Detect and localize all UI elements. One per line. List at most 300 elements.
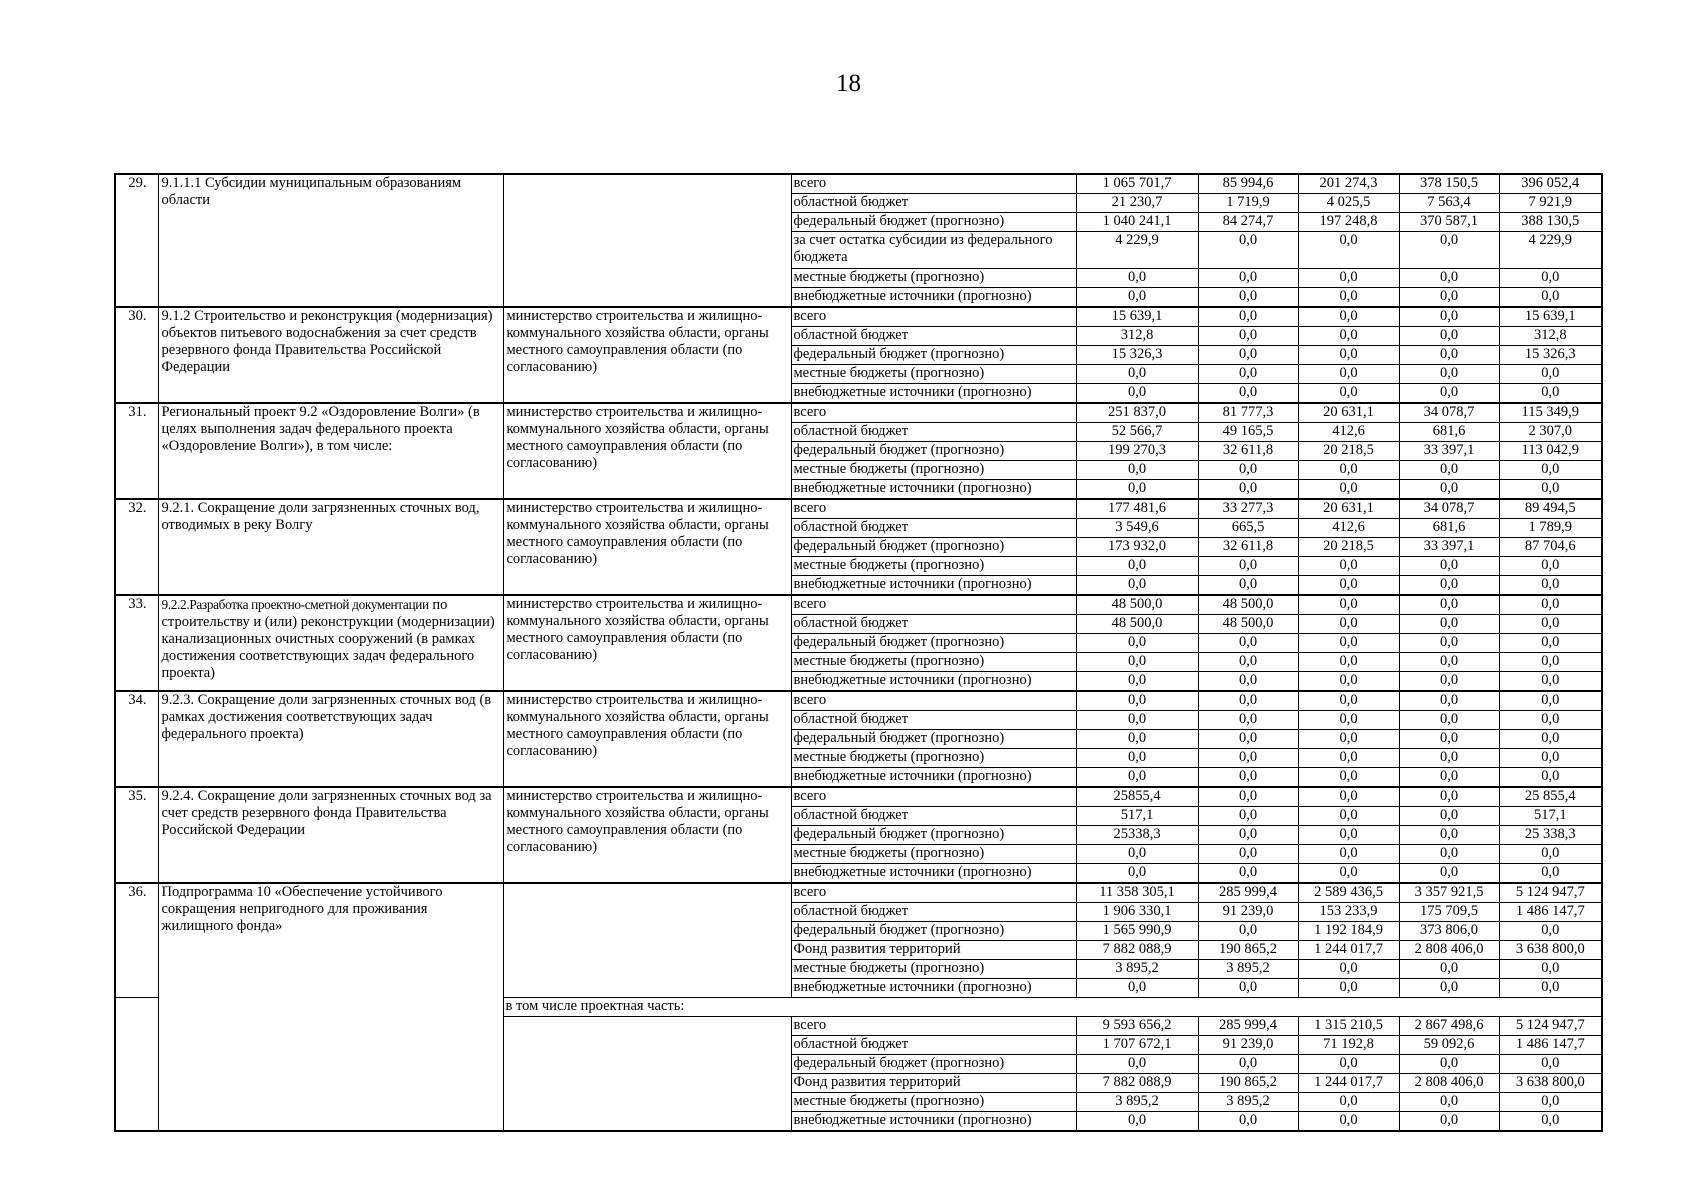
amount-cell: 0,0 — [1298, 327, 1399, 346]
amount-cell: 0,0 — [1076, 461, 1198, 480]
amount-cell: 0,0 — [1298, 672, 1399, 692]
amount-cell: 25 338,3 — [1499, 826, 1602, 845]
measure-name: Подпрограмма 10 «Обеспечение устойчивого сокращения непригодного для проживания жилищного фонда» — [158, 883, 503, 1131]
amount-cell: 0,0 — [1399, 691, 1499, 711]
amount-cell: 0,0 — [1399, 807, 1499, 826]
amount-cell: 5 124 947,7 — [1499, 883, 1602, 903]
executor — [503, 174, 791, 307]
amount-cell: 0,0 — [1076, 269, 1198, 288]
funding-source: федеральный бюджет (прогнозно) — [791, 922, 1076, 941]
amount-cell: 0,0 — [1198, 768, 1298, 788]
amount-cell: 0,0 — [1298, 864, 1399, 884]
funding-source: федеральный бюджет (прогнозно) — [791, 538, 1076, 557]
amount-cell: 0,0 — [1499, 461, 1602, 480]
amount-cell: 0,0 — [1399, 845, 1499, 864]
amount-cell: 20 218,5 — [1298, 538, 1399, 557]
funding-source: местные бюджеты (прогнозно) — [791, 557, 1076, 576]
amount-cell: 0,0 — [1399, 269, 1499, 288]
amount-cell: 0,0 — [1198, 634, 1298, 653]
amount-cell: 0,0 — [1298, 807, 1399, 826]
amount-cell: 25338,3 — [1076, 826, 1198, 845]
amount-cell: 0,0 — [1298, 634, 1399, 653]
amount-cell: 0,0 — [1399, 557, 1499, 576]
amount-cell: 81 777,3 — [1198, 403, 1298, 423]
amount-cell: 665,5 — [1198, 519, 1298, 538]
amount-cell: 285 999,4 — [1198, 1017, 1298, 1036]
amount-cell: 34 078,7 — [1399, 499, 1499, 519]
amount-cell: 2 808 406,0 — [1399, 1074, 1499, 1093]
executor: министерство строительства и жилищно-коммунального хозяйства области, органы местного самоуправления области (по согласованию) — [503, 691, 791, 787]
amount-cell: 0,0 — [1399, 384, 1499, 404]
amount-cell: 0,0 — [1499, 768, 1602, 788]
amount-cell: 3 549,6 — [1076, 519, 1198, 538]
amount-cell: 0,0 — [1076, 691, 1198, 711]
amount-cell: 3 895,2 — [1076, 960, 1198, 979]
amount-cell: 0,0 — [1198, 480, 1298, 500]
amount-cell: 0,0 — [1298, 557, 1399, 576]
amount-cell: 0,0 — [1198, 922, 1298, 941]
amount-cell: 1 707 672,1 — [1076, 1036, 1198, 1055]
amount-cell: 0,0 — [1499, 634, 1602, 653]
amount-cell: 48 500,0 — [1076, 615, 1198, 634]
amount-cell: 0,0 — [1499, 1112, 1602, 1132]
funding-source: областной бюджет — [791, 423, 1076, 442]
funding-source: областной бюджет — [791, 1036, 1076, 1055]
amount-cell: 0,0 — [1076, 845, 1198, 864]
amount-cell: 0,0 — [1076, 979, 1198, 998]
amount-cell: 0,0 — [1499, 960, 1602, 979]
amount-cell: 0,0 — [1499, 288, 1602, 308]
amount-cell: 21 230,7 — [1076, 194, 1198, 213]
funding-source: областной бюджет — [791, 903, 1076, 922]
amount-cell: 0,0 — [1298, 346, 1399, 365]
amount-cell: 0,0 — [1298, 615, 1399, 634]
executor-empty — [503, 1017, 791, 1132]
amount-cell: 0,0 — [1399, 749, 1499, 768]
amount-cell: 0,0 — [1076, 557, 1198, 576]
amount-cell: 1 789,9 — [1499, 519, 1602, 538]
funding-source: всего — [791, 174, 1076, 194]
amount-cell: 33 277,3 — [1198, 499, 1298, 519]
budget-table — [114, 173, 1603, 1132]
amount-cell: 0,0 — [1399, 307, 1499, 327]
amount-cell: 190 865,2 — [1198, 941, 1298, 960]
amount-cell: 373 806,0 — [1399, 922, 1499, 941]
amount-cell: 84 274,7 — [1198, 213, 1298, 232]
row-number: 34. — [115, 691, 158, 787]
amount-cell: 15 326,3 — [1076, 346, 1198, 365]
amount-cell: 0,0 — [1298, 749, 1399, 768]
amount-cell: 33 397,1 — [1399, 538, 1499, 557]
funding-source: всего — [791, 691, 1076, 711]
amount-cell: 0,0 — [1076, 365, 1198, 384]
amount-cell: 0,0 — [1499, 557, 1602, 576]
amount-cell: 0,0 — [1499, 615, 1602, 634]
amount-cell: 0,0 — [1198, 384, 1298, 404]
measure-name: Региональный проект 9.2 «Оздоровление Волги» (в целях выполнения задач федерального проекта «Оздоровление Волги»), в том числе: — [158, 403, 503, 499]
executor — [503, 883, 791, 998]
amount-cell: 0,0 — [1499, 672, 1602, 692]
funding-source: областной бюджет — [791, 327, 1076, 346]
executor: министерство строительства и жилищно-коммунального хозяйства области, органы местного самоуправления области (по согласованию) — [503, 787, 791, 883]
funding-source: областной бюджет — [791, 194, 1076, 213]
amount-cell: 25855,4 — [1076, 787, 1198, 807]
amount-cell: 0,0 — [1298, 730, 1399, 749]
amount-cell: 115 349,9 — [1499, 403, 1602, 423]
funding-source: местные бюджеты (прогнозно) — [791, 960, 1076, 979]
amount-cell: 85 994,6 — [1198, 174, 1298, 194]
amount-cell: 0,0 — [1076, 864, 1198, 884]
amount-cell: 0,0 — [1198, 365, 1298, 384]
amount-cell: 34 078,7 — [1399, 403, 1499, 423]
amount-cell: 0,0 — [1499, 845, 1602, 864]
amount-cell: 1 065 701,7 — [1076, 174, 1198, 194]
amount-cell: 0,0 — [1298, 653, 1399, 672]
amount-cell: 0,0 — [1499, 979, 1602, 998]
table-row — [115, 499, 1602, 519]
amount-cell: 0,0 — [1198, 979, 1298, 998]
funding-source: внебюджетные источники (прогнозно) — [791, 576, 1076, 596]
amount-cell: 33 397,1 — [1399, 442, 1499, 461]
amount-cell: 0,0 — [1499, 1055, 1602, 1074]
funding-source: внебюджетные источники (прогнозно) — [791, 480, 1076, 500]
amount-cell: 0,0 — [1198, 864, 1298, 884]
amount-cell: 0,0 — [1298, 480, 1399, 500]
amount-cell: 0,0 — [1076, 653, 1198, 672]
amount-cell: 0,0 — [1198, 327, 1298, 346]
amount-cell: 312,8 — [1076, 327, 1198, 346]
amount-cell: 0,0 — [1198, 557, 1298, 576]
funding-source: областной бюджет — [791, 519, 1076, 538]
amount-cell: 396 052,4 — [1499, 174, 1602, 194]
amount-cell: 0,0 — [1076, 730, 1198, 749]
executor: министерство строительства и жилищно-коммунального хозяйства области, органы местного самоуправления области (по согласованию) — [503, 403, 791, 499]
amount-cell: 7 882 088,9 — [1076, 1074, 1198, 1093]
row-number-empty — [115, 998, 158, 1132]
amount-cell: 175 709,5 — [1399, 903, 1499, 922]
amount-cell: 0,0 — [1499, 653, 1602, 672]
amount-cell: 412,6 — [1298, 423, 1399, 442]
amount-cell: 0,0 — [1076, 1055, 1198, 1074]
executor: министерство строительства и жилищно-коммунального хозяйства области, органы местного самоуправления области (по согласованию) — [503, 307, 791, 403]
amount-cell: 681,6 — [1399, 423, 1499, 442]
amount-cell: 1 244 017,7 — [1298, 941, 1399, 960]
amount-cell: 3 895,2 — [1076, 1093, 1198, 1112]
amount-cell: 4 229,9 — [1076, 232, 1198, 269]
amount-cell: 517,1 — [1499, 807, 1602, 826]
amount-cell: 0,0 — [1198, 730, 1298, 749]
amount-cell: 0,0 — [1499, 269, 1602, 288]
amount-cell: 0,0 — [1298, 711, 1399, 730]
table-row — [115, 787, 1602, 807]
amount-cell: 0,0 — [1499, 922, 1602, 941]
amount-cell: 3 638 800,0 — [1499, 941, 1602, 960]
measure-name: 9.2.4. Сокращение доли загрязненных сточных вод за счет средств резервного фонда Правительства Российской Федерации — [158, 787, 503, 883]
amount-cell: 9 593 656,2 — [1076, 1017, 1198, 1036]
amount-cell: 0,0 — [1198, 749, 1298, 768]
amount-cell: 0,0 — [1198, 672, 1298, 692]
amount-cell: 59 092,6 — [1399, 1036, 1499, 1055]
row-number: 29. — [115, 174, 158, 307]
amount-cell: 0,0 — [1399, 634, 1499, 653]
funding-source: федеральный бюджет (прогнозно) — [791, 634, 1076, 653]
amount-cell: 1 565 990,9 — [1076, 922, 1198, 941]
amount-cell: 1 192 184,9 — [1298, 922, 1399, 941]
amount-cell: 0,0 — [1076, 634, 1198, 653]
table-row — [115, 883, 1602, 903]
amount-cell: 0,0 — [1399, 672, 1499, 692]
amount-cell: 0,0 — [1076, 768, 1198, 788]
measure-name-part: по строительству и (или) реконструкции (модернизации) канализационных очистных сооружений (в рамках достижения соответствующих задач федерального проекта) — [161, 597, 495, 681]
funding-source: всего — [791, 883, 1076, 903]
amount-cell: 0,0 — [1499, 595, 1602, 615]
amount-cell: 113 042,9 — [1499, 442, 1602, 461]
amount-cell: 0,0 — [1298, 288, 1399, 308]
amount-cell: 87 704,6 — [1499, 538, 1602, 557]
funding-source: областной бюджет — [791, 807, 1076, 826]
row-number: 32. — [115, 499, 158, 595]
amount-cell: 32 611,8 — [1198, 442, 1298, 461]
amount-cell: 0,0 — [1399, 288, 1499, 308]
amount-cell: 0,0 — [1198, 807, 1298, 826]
amount-cell: 0,0 — [1399, 864, 1499, 884]
amount-cell: 0,0 — [1298, 461, 1399, 480]
amount-cell: 5 124 947,7 — [1499, 1017, 1602, 1036]
amount-cell: 2 589 436,5 — [1298, 883, 1399, 903]
amount-cell: 370 587,1 — [1399, 213, 1499, 232]
amount-cell: 20 218,5 — [1298, 442, 1399, 461]
funding-source: внебюджетные источники (прогнозно) — [791, 672, 1076, 692]
amount-cell: 48 500,0 — [1076, 595, 1198, 615]
amount-cell: 2 307,0 — [1499, 423, 1602, 442]
amount-cell: 25 855,4 — [1499, 787, 1602, 807]
amount-cell: 0,0 — [1298, 384, 1399, 404]
amount-cell: 2 867 498,6 — [1399, 1017, 1499, 1036]
amount-cell: 190 865,2 — [1198, 1074, 1298, 1093]
amount-cell: 4 025,5 — [1298, 194, 1399, 213]
amount-cell: 197 248,8 — [1298, 213, 1399, 232]
amount-cell: 2 808 406,0 — [1399, 941, 1499, 960]
amount-cell: 11 358 305,1 — [1076, 883, 1198, 903]
amount-cell: 0,0 — [1198, 653, 1298, 672]
funding-source: федеральный бюджет (прогнозно) — [791, 730, 1076, 749]
amount-cell: 0,0 — [1076, 384, 1198, 404]
amount-cell: 0,0 — [1076, 1112, 1198, 1132]
amount-cell: 388 130,5 — [1499, 213, 1602, 232]
funding-source: федеральный бюджет (прогнозно) — [791, 442, 1076, 461]
amount-cell: 15 326,3 — [1499, 346, 1602, 365]
row-number: 35. — [115, 787, 158, 883]
amount-cell: 0,0 — [1076, 711, 1198, 730]
amount-cell: 0,0 — [1298, 1093, 1399, 1112]
measure-name — [158, 595, 503, 691]
amount-cell: 0,0 — [1198, 787, 1298, 807]
amount-cell: 0,0 — [1298, 1112, 1399, 1132]
amount-cell: 0,0 — [1076, 288, 1198, 308]
funding-source: местные бюджеты (прогнозно) — [791, 845, 1076, 864]
amount-cell: 0,0 — [1399, 461, 1499, 480]
amount-cell: 0,0 — [1298, 595, 1399, 615]
amount-cell: 0,0 — [1399, 979, 1499, 998]
amount-cell: 48 500,0 — [1198, 595, 1298, 615]
measure-name: 9.1.2 Строительство и реконструкция (модернизация) объектов питьевого водоснабжения за счет средств резервного фонда Правительства Российской Федерации — [158, 307, 503, 403]
measure-name-part: 9.2.2.Разработка проектно-сметной документации — [161, 597, 429, 612]
amount-cell: 48 500,0 — [1198, 615, 1298, 634]
table-row — [115, 307, 1602, 327]
table-row — [115, 595, 1602, 615]
amount-cell: 3 638 800,0 — [1499, 1074, 1602, 1093]
amount-cell: 0,0 — [1499, 864, 1602, 884]
measure-name: 9.1.1.1 Субсидии муниципальным образованиям области — [158, 174, 503, 307]
funding-source: внебюджетные источники (прогнозно) — [791, 1112, 1076, 1132]
amount-cell: 49 165,5 — [1198, 423, 1298, 442]
amount-cell: 0,0 — [1198, 461, 1298, 480]
amount-cell: 0,0 — [1298, 269, 1399, 288]
funding-source: федеральный бюджет (прогнозно) — [791, 826, 1076, 845]
amount-cell: 52 566,7 — [1076, 423, 1198, 442]
amount-cell: 1 244 017,7 — [1298, 1074, 1399, 1093]
amount-cell: 0,0 — [1399, 1093, 1499, 1112]
amount-cell: 15 639,1 — [1076, 307, 1198, 327]
funding-source: местные бюджеты (прогнозно) — [791, 269, 1076, 288]
amount-cell: 0,0 — [1298, 232, 1399, 269]
subheading: в том числе проектная часть: — [503, 998, 1602, 1017]
amount-cell: 1 040 241,1 — [1076, 213, 1198, 232]
amount-cell: 0,0 — [1198, 826, 1298, 845]
amount-cell: 91 239,0 — [1198, 903, 1298, 922]
amount-cell: 7 563,4 — [1399, 194, 1499, 213]
funding-source: местные бюджеты (прогнозно) — [791, 1093, 1076, 1112]
amount-cell: 0,0 — [1298, 845, 1399, 864]
table-row — [115, 403, 1602, 423]
funding-source: областной бюджет — [791, 615, 1076, 634]
amount-cell: 0,0 — [1499, 1093, 1602, 1112]
amount-cell: 0,0 — [1399, 768, 1499, 788]
amount-cell: 0,0 — [1399, 1055, 1499, 1074]
amount-cell: 0,0 — [1298, 576, 1399, 596]
amount-cell: 7 921,9 — [1499, 194, 1602, 213]
amount-cell: 32 611,8 — [1198, 538, 1298, 557]
amount-cell: 0,0 — [1399, 730, 1499, 749]
amount-cell: 7 882 088,9 — [1076, 941, 1198, 960]
funding-source: федеральный бюджет (прогнозно) — [791, 1055, 1076, 1074]
amount-cell: 0,0 — [1499, 365, 1602, 384]
amount-cell: 0,0 — [1399, 576, 1499, 596]
amount-cell: 0,0 — [1399, 346, 1499, 365]
amount-cell: 0,0 — [1399, 232, 1499, 269]
funding-source: внебюджетные источники (прогнозно) — [791, 768, 1076, 788]
amount-cell: 0,0 — [1499, 480, 1602, 500]
amount-cell: 177 481,6 — [1076, 499, 1198, 519]
amount-cell: 0,0 — [1198, 269, 1298, 288]
amount-cell: 1 486 147,7 — [1499, 1036, 1602, 1055]
funding-source: федеральный бюджет (прогнозно) — [791, 213, 1076, 232]
amount-cell: 0,0 — [1298, 826, 1399, 845]
amount-cell: 91 239,0 — [1198, 1036, 1298, 1055]
amount-cell: 15 639,1 — [1499, 307, 1602, 327]
amount-cell: 0,0 — [1499, 691, 1602, 711]
funding-source: местные бюджеты (прогнозно) — [791, 653, 1076, 672]
amount-cell: 0,0 — [1298, 307, 1399, 327]
row-number: 36. — [115, 883, 158, 998]
amount-cell: 0,0 — [1076, 576, 1198, 596]
amount-cell: 0,0 — [1499, 730, 1602, 749]
row-number: 30. — [115, 307, 158, 403]
amount-cell: 0,0 — [1298, 979, 1399, 998]
amount-cell: 0,0 — [1298, 768, 1399, 788]
amount-cell: 0,0 — [1399, 595, 1499, 615]
amount-cell: 0,0 — [1399, 365, 1499, 384]
funding-source: внебюджетные источники (прогнозно) — [791, 288, 1076, 308]
amount-cell: 0,0 — [1399, 960, 1499, 979]
amount-cell: 681,6 — [1399, 519, 1499, 538]
amount-cell: 0,0 — [1076, 749, 1198, 768]
amount-cell: 173 932,0 — [1076, 538, 1198, 557]
amount-cell: 0,0 — [1198, 711, 1298, 730]
page-number: 18 — [836, 70, 861, 97]
amount-cell: 1 315 210,5 — [1298, 1017, 1399, 1036]
amount-cell: 0,0 — [1399, 826, 1499, 845]
amount-cell: 153 233,9 — [1298, 903, 1399, 922]
amount-cell: 0,0 — [1198, 576, 1298, 596]
amount-cell: 0,0 — [1399, 653, 1499, 672]
amount-cell: 0,0 — [1399, 327, 1499, 346]
amount-cell: 285 999,4 — [1198, 883, 1298, 903]
measure-name: 9.2.1. Сокращение доли загрязненных сточных вод, отводимых в реку Волгу — [158, 499, 503, 595]
amount-cell: 3 357 921,5 — [1399, 883, 1499, 903]
amount-cell: 0,0 — [1198, 1055, 1298, 1074]
executor: министерство строительства и жилищно-коммунального хозяйства области, органы местного самоуправления области (по согласованию) — [503, 595, 791, 691]
amount-cell: 1 906 330,1 — [1076, 903, 1198, 922]
amount-cell: 517,1 — [1076, 807, 1198, 826]
amount-cell: 0,0 — [1076, 480, 1198, 500]
funding-source: местные бюджеты (прогнозно) — [791, 461, 1076, 480]
amount-cell: 0,0 — [1076, 672, 1198, 692]
funding-source: местные бюджеты (прогнозно) — [791, 365, 1076, 384]
amount-cell: 0,0 — [1499, 711, 1602, 730]
amount-cell: 1 719,9 — [1198, 194, 1298, 213]
amount-cell: 20 631,1 — [1298, 499, 1399, 519]
amount-cell: 0,0 — [1298, 365, 1399, 384]
amount-cell: 0,0 — [1399, 480, 1499, 500]
amount-cell: 0,0 — [1198, 691, 1298, 711]
executor: министерство строительства и жилищно-коммунального хозяйства области, органы местного самоуправления области (по согласованию) — [503, 499, 791, 595]
amount-cell: 0,0 — [1198, 845, 1298, 864]
amount-cell: 0,0 — [1298, 1055, 1399, 1074]
amount-cell: 71 192,8 — [1298, 1036, 1399, 1055]
amount-cell: 3 895,2 — [1198, 1093, 1298, 1112]
funding-source: всего — [791, 595, 1076, 615]
funding-source: внебюджетные источники (прогнозно) — [791, 864, 1076, 884]
amount-cell: 0,0 — [1399, 1112, 1499, 1132]
funding-source: всего — [791, 307, 1076, 327]
amount-cell: 20 631,1 — [1298, 403, 1399, 423]
funding-source: Фонд развития территорий — [791, 1074, 1076, 1093]
amount-cell: 0,0 — [1198, 288, 1298, 308]
amount-cell: 0,0 — [1499, 576, 1602, 596]
amount-cell: 0,0 — [1499, 749, 1602, 768]
funding-source: за счет остатка субсидии из федерального бюджета — [791, 232, 1076, 269]
row-number: 33. — [115, 595, 158, 691]
table-row — [115, 691, 1602, 711]
row-number: 31. — [115, 403, 158, 499]
funding-source: Фонд развития территорий — [791, 941, 1076, 960]
amount-cell: 3 895,2 — [1198, 960, 1298, 979]
funding-source: внебюджетные источники (прогнозно) — [791, 979, 1076, 998]
amount-cell: 199 270,3 — [1076, 442, 1198, 461]
amount-cell: 0,0 — [1399, 711, 1499, 730]
amount-cell: 312,8 — [1499, 327, 1602, 346]
